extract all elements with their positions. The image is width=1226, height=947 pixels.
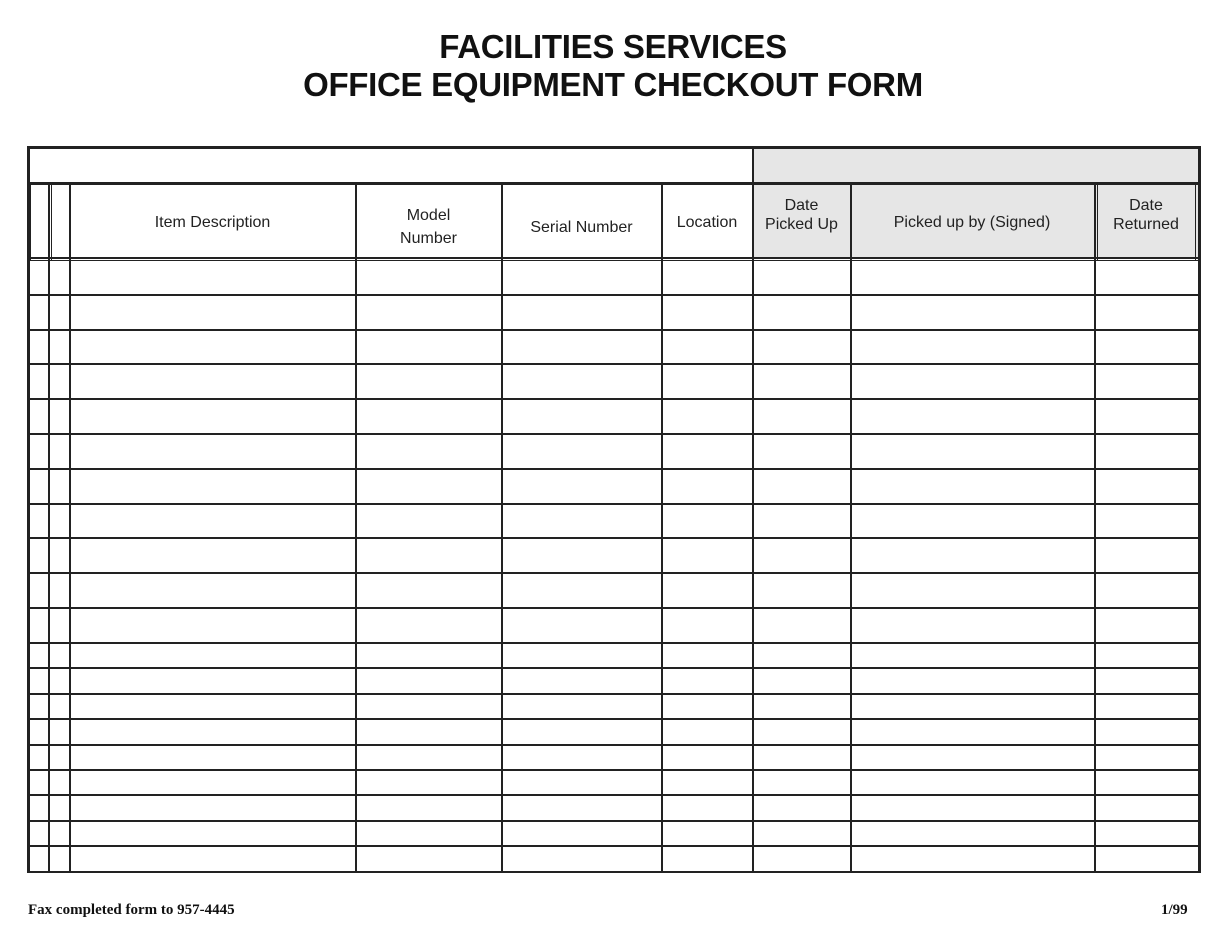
cell-date-picked-up[interactable] [754, 470, 850, 503]
form-revision: 1/99 [1161, 902, 1188, 918]
cell-mark1[interactable] [29, 574, 48, 607]
cell-mark1[interactable] [29, 695, 48, 718]
cell-mark2[interactable] [50, 539, 69, 572]
cell-mark2[interactable] [50, 771, 69, 794]
grid-line-vertical [752, 146, 754, 184]
cell-picked-up-by[interactable] [852, 695, 1094, 718]
cell-serial-number[interactable] [503, 296, 661, 329]
cell-date-picked-up[interactable] [754, 539, 850, 572]
cell-date-returned[interactable] [1096, 771, 1198, 794]
cell-date-returned[interactable] [1096, 296, 1198, 329]
cell-picked-up-by[interactable] [852, 796, 1094, 820]
cell-item-description[interactable] [71, 574, 355, 607]
cell-location[interactable] [663, 771, 752, 794]
cell-item-description[interactable] [71, 331, 355, 363]
cell-date-picked-up[interactable] [754, 365, 850, 398]
cell-date-returned[interactable] [1096, 644, 1198, 667]
date-returned-label-line1: Date [1129, 197, 1163, 214]
column-header-date-picked-up [753, 185, 850, 245]
cell-mark2[interactable] [50, 365, 69, 398]
cell-location[interactable] [663, 539, 752, 572]
table-bottom-border [27, 871, 1200, 873]
cell-mark2[interactable] [50, 720, 69, 744]
cell-item-description[interactable] [71, 609, 355, 642]
cell-location[interactable] [663, 400, 752, 433]
cell-date-picked-up[interactable] [754, 720, 850, 744]
cell-model-number[interactable] [357, 365, 501, 398]
cell-location[interactable] [663, 505, 752, 537]
cell-item-description[interactable] [71, 796, 355, 820]
cell-picked-up-by[interactable] [852, 539, 1094, 572]
cell-picked-up-by[interactable] [852, 771, 1094, 794]
cell-serial-number[interactable] [503, 539, 661, 572]
cell-date-returned[interactable] [1096, 796, 1198, 820]
cell-mark1[interactable] [29, 822, 48, 845]
cell-model-number[interactable] [357, 435, 501, 468]
cell-mark1[interactable] [29, 847, 48, 871]
cell-mark1[interactable] [29, 261, 48, 294]
cell-location[interactable] [663, 746, 752, 769]
cell-location[interactable] [663, 669, 752, 693]
cell-model-number[interactable] [357, 539, 501, 572]
cell-model-number[interactable] [357, 400, 501, 433]
cell-location[interactable] [663, 435, 752, 468]
grid-line-horizontal [27, 184, 1200, 185]
cell-mark2[interactable] [50, 400, 69, 433]
cell-item-description[interactable] [71, 847, 355, 871]
cell-mark1[interactable] [29, 296, 48, 329]
cell-model-number[interactable] [357, 746, 501, 769]
cell-model-number[interactable] [357, 644, 501, 667]
cell-date-picked-up[interactable] [754, 746, 850, 769]
cell-mark1[interactable] [29, 746, 48, 769]
cell-mark2[interactable] [50, 669, 69, 693]
cell-location[interactable] [663, 296, 752, 329]
cell-location[interactable] [663, 720, 752, 744]
cell-location[interactable] [663, 644, 752, 667]
cell-serial-number[interactable] [503, 609, 661, 642]
cell-date-returned[interactable] [1096, 574, 1198, 607]
cell-date-returned[interactable] [1096, 720, 1198, 744]
cell-date-picked-up[interactable] [754, 574, 850, 607]
cell-serial-number[interactable] [503, 261, 661, 294]
cell-serial-number[interactable] [503, 505, 661, 537]
cell-serial-number[interactable] [503, 470, 661, 503]
cell-mark2[interactable] [50, 822, 69, 845]
cell-picked-up-by[interactable] [852, 574, 1094, 607]
cell-mark2[interactable] [50, 296, 69, 329]
item-description-label: Item Description [154, 213, 271, 231]
cell-picked-up-by[interactable] [852, 365, 1094, 398]
cell-date-returned[interactable] [1096, 435, 1198, 468]
cell-item-description[interactable] [71, 720, 355, 744]
cell-picked-up-by[interactable] [852, 505, 1094, 537]
cell-date-picked-up[interactable] [754, 296, 850, 329]
cell-serial-number[interactable] [503, 796, 661, 820]
cell-date-picked-up[interactable] [754, 505, 850, 537]
cell-model-number[interactable] [357, 505, 501, 537]
cell-mark1[interactable] [29, 771, 48, 794]
cell-picked-up-by[interactable] [852, 261, 1094, 294]
date-returned-label-line2: Returned [1113, 216, 1179, 233]
cell-picked-up-by[interactable] [852, 400, 1094, 433]
cell-date-picked-up[interactable] [754, 822, 850, 845]
cell-serial-number[interactable] [503, 822, 661, 845]
cell-model-number[interactable] [357, 296, 501, 329]
cell-serial-number[interactable] [503, 644, 661, 667]
table-right-border [1198, 146, 1201, 873]
cell-mark2[interactable] [50, 331, 69, 363]
cell-mark2[interactable] [50, 847, 69, 871]
cell-serial-number[interactable] [503, 400, 661, 433]
cell-item-description[interactable] [71, 669, 355, 693]
cell-picked-up-by[interactable] [852, 331, 1094, 363]
grid-line-vertical [30, 182, 31, 261]
cell-picked-up-by[interactable] [852, 720, 1094, 744]
cell-mark1[interactable] [29, 505, 48, 537]
cell-picked-up-by[interactable] [852, 669, 1094, 693]
column-header-picked-up-by [851, 185, 1093, 259]
cell-item-description[interactable] [71, 435, 355, 468]
cell-mark1[interactable] [29, 609, 48, 642]
date-picked-label-line1: Date [784, 197, 819, 214]
cell-picked-up-by[interactable] [852, 822, 1094, 845]
cell-date-returned[interactable] [1096, 331, 1198, 363]
cell-picked-up-by[interactable] [852, 644, 1094, 667]
cell-date-picked-up[interactable] [754, 847, 850, 871]
cell-date-picked-up[interactable] [754, 435, 850, 468]
cell-model-number[interactable] [357, 695, 501, 718]
cell-model-number[interactable] [357, 847, 501, 871]
cell-mark1[interactable] [29, 539, 48, 572]
cell-mark1[interactable] [29, 470, 48, 503]
cell-serial-number[interactable] [503, 574, 661, 607]
cell-model-number[interactable] [357, 771, 501, 794]
cell-mark1[interactable] [29, 435, 48, 468]
cell-item-description[interactable] [71, 365, 355, 398]
cell-picked-up-by[interactable] [852, 470, 1094, 503]
grid-line-vertical [1097, 182, 1098, 261]
cell-mark2[interactable] [50, 470, 69, 503]
cell-mark1[interactable] [29, 644, 48, 667]
cell-model-number[interactable] [357, 822, 501, 845]
model-label-line2: Number [400, 230, 457, 247]
cell-picked-up-by[interactable] [852, 435, 1094, 468]
cell-item-description[interactable] [71, 539, 355, 572]
cell-serial-number[interactable] [503, 365, 661, 398]
cell-date-picked-up[interactable] [754, 796, 850, 820]
cell-date-picked-up[interactable] [754, 609, 850, 642]
cell-location[interactable] [663, 470, 752, 503]
cell-model-number[interactable] [357, 609, 501, 642]
cell-picked-up-by[interactable] [852, 296, 1094, 329]
cell-date-returned[interactable] [1096, 847, 1198, 871]
cell-mark2[interactable] [50, 261, 69, 294]
cell-model-number[interactable] [357, 470, 501, 503]
cell-location[interactable] [663, 331, 752, 363]
cell-model-number[interactable] [357, 669, 501, 693]
cell-picked-up-by[interactable] [852, 847, 1094, 871]
serial-number-label: Serial Number [530, 218, 633, 236]
cell-mark1[interactable] [29, 720, 48, 744]
cell-date-returned[interactable] [1096, 365, 1198, 398]
cell-location[interactable] [663, 609, 752, 642]
form-title-line-1: FACILITIES SERVICES [439, 28, 787, 65]
cell-mark2[interactable] [50, 435, 69, 468]
cell-item-description[interactable] [71, 822, 355, 845]
cell-mark1[interactable] [29, 796, 48, 820]
cell-item-description[interactable] [71, 261, 355, 294]
cell-date-picked-up[interactable] [754, 771, 850, 794]
cell-item-description[interactable] [71, 746, 355, 769]
cell-model-number[interactable] [357, 261, 501, 294]
grid-line-vertical [1195, 182, 1196, 261]
cell-location[interactable] [663, 847, 752, 871]
cell-date-picked-up[interactable] [754, 400, 850, 433]
cell-item-description[interactable] [71, 470, 355, 503]
cell-model-number[interactable] [357, 574, 501, 607]
cell-location[interactable] [663, 261, 752, 294]
form-title-line-2: OFFICE EQUIPMENT CHECKOUT FORM [303, 66, 923, 103]
cell-serial-number[interactable] [503, 720, 661, 744]
cell-date-returned[interactable] [1096, 400, 1198, 433]
cell-item-description[interactable] [71, 296, 355, 329]
model-label-line1: Model [406, 207, 451, 224]
cell-mark2[interactable] [50, 796, 69, 820]
cell-mark1[interactable] [29, 331, 48, 363]
cell-serial-number[interactable] [503, 435, 661, 468]
cell-date-picked-up[interactable] [754, 331, 850, 363]
cell-date-picked-up[interactable] [754, 669, 850, 693]
header-info-shaded-field[interactable] [755, 148, 1196, 182]
column-header-location [662, 185, 752, 259]
cell-date-returned[interactable] [1096, 505, 1198, 537]
cell-mark2[interactable] [50, 609, 69, 642]
cell-location[interactable] [663, 796, 752, 820]
cell-mark2[interactable] [50, 505, 69, 537]
cell-serial-number[interactable] [503, 695, 661, 718]
cell-location[interactable] [663, 695, 752, 718]
cell-mark2[interactable] [50, 746, 69, 769]
cell-serial-number[interactable] [503, 669, 661, 693]
cell-serial-number[interactable] [503, 746, 661, 769]
cell-item-description[interactable] [71, 771, 355, 794]
column-header-item-description [70, 185, 355, 259]
column-header-date-returned [1096, 185, 1196, 245]
cell-date-returned[interactable] [1096, 695, 1198, 718]
date-picked-label-line2: Picked Up [765, 216, 838, 233]
cell-mark2[interactable] [50, 695, 69, 718]
cell-date-picked-up[interactable] [754, 261, 850, 294]
cell-item-description[interactable] [71, 400, 355, 433]
cell-mark1[interactable] [29, 400, 48, 433]
picked-up-by-label: Picked up by (Signed) [893, 213, 1051, 231]
column-header-serial-number [502, 190, 661, 264]
fax-instruction: Fax completed form to 957-4445 [28, 902, 235, 918]
cell-model-number[interactable] [357, 720, 501, 744]
location-label: Location [676, 213, 738, 231]
cell-model-number[interactable] [357, 796, 501, 820]
cell-item-description[interactable] [71, 695, 355, 718]
cell-picked-up-by[interactable] [852, 609, 1094, 642]
cell-serial-number[interactable] [503, 847, 661, 871]
cell-location[interactable] [663, 365, 752, 398]
cell-date-returned[interactable] [1096, 746, 1198, 769]
cell-mark2[interactable] [50, 644, 69, 667]
cell-date-picked-up[interactable] [754, 644, 850, 667]
cell-model-number[interactable] [357, 331, 501, 363]
grid-line-horizontal [27, 257, 1200, 259]
grid-line-vertical [51, 182, 52, 261]
cell-date-returned[interactable] [1096, 539, 1198, 572]
cell-picked-up-by[interactable] [852, 746, 1094, 769]
cell-mark1[interactable] [29, 365, 48, 398]
cell-date-returned[interactable] [1096, 261, 1198, 294]
cell-mark2[interactable] [50, 574, 69, 607]
table-top-border [27, 146, 1200, 149]
cell-date-returned[interactable] [1096, 609, 1198, 642]
cell-location[interactable] [663, 822, 752, 845]
cell-serial-number[interactable] [503, 331, 661, 363]
cell-date-picked-up[interactable] [754, 695, 850, 718]
cell-item-description[interactable] [71, 505, 355, 537]
column-header-model-number [356, 175, 501, 269]
cell-date-returned[interactable] [1096, 822, 1198, 845]
cell-item-description[interactable] [71, 644, 355, 667]
cell-date-returned[interactable] [1096, 669, 1198, 693]
cell-location[interactable] [663, 574, 752, 607]
cell-mark1[interactable] [29, 669, 48, 693]
cell-date-returned[interactable] [1096, 470, 1198, 503]
cell-serial-number[interactable] [503, 771, 661, 794]
